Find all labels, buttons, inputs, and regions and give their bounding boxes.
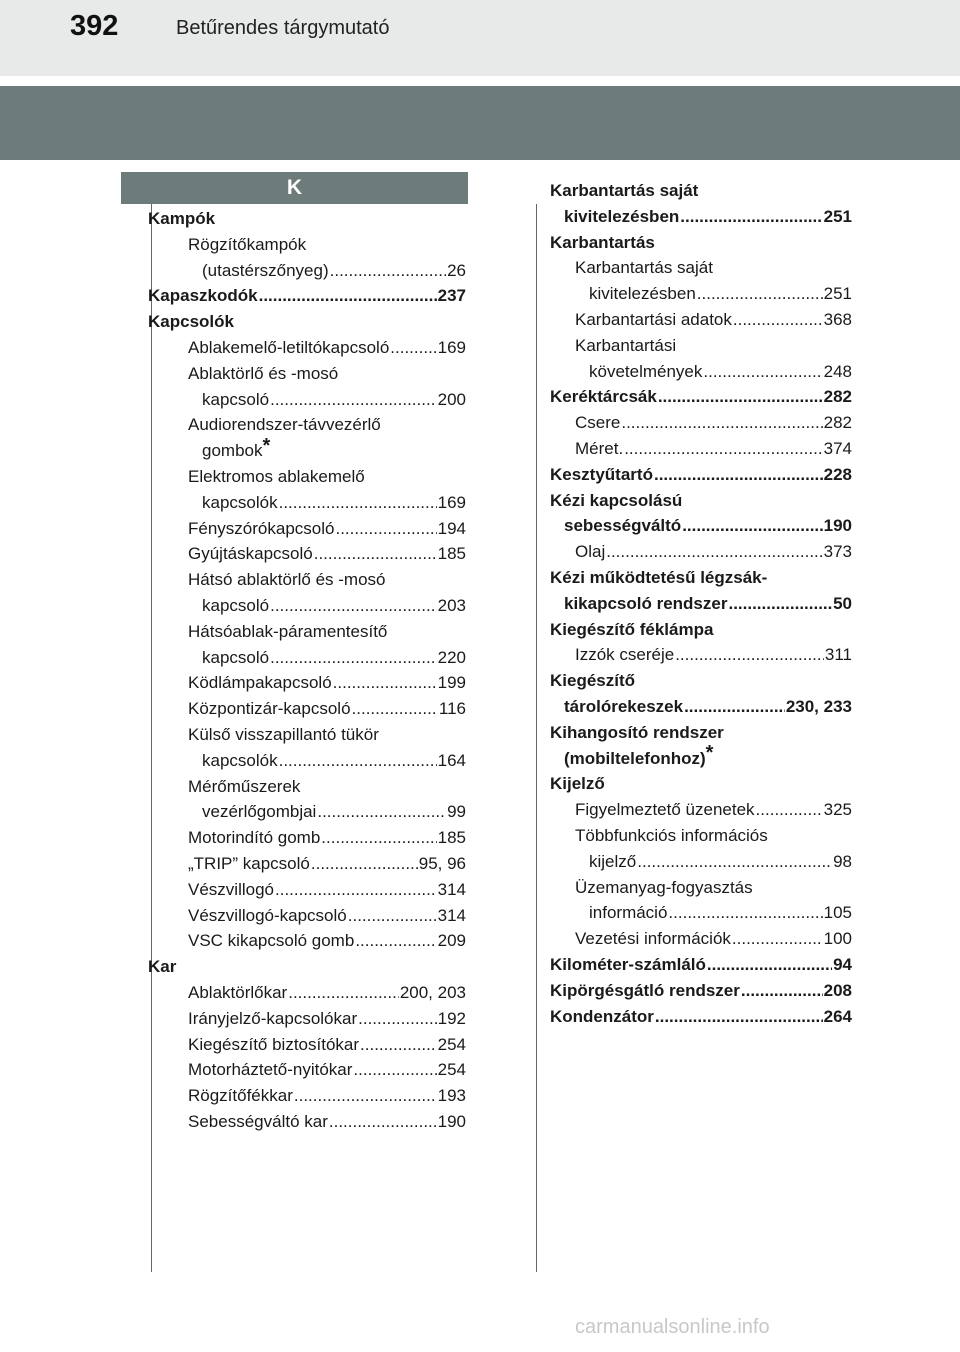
- index-entry: Mérőműszerek: [188, 776, 301, 796]
- index-entry: Külső visszapillantó tükör: [188, 724, 379, 744]
- index-column-left: [148, 206, 466, 1135]
- index-entry: Kapcsolók: [148, 312, 234, 332]
- index-entry: kapcsoló ..... 220: [148, 645, 466, 671]
- page-ref: 314: [437, 905, 466, 925]
- page-ref: 98: [833, 851, 852, 871]
- page-ref: 251: [823, 206, 852, 226]
- index-entry: Figyelmeztető üzenetek ..... 325: [550, 797, 852, 823]
- page-ref: 164: [437, 750, 466, 770]
- index-entry: Rögzítőkampók: [188, 234, 307, 254]
- page-ref: 209: [437, 931, 466, 951]
- index-entry: Kihangosító rendszer: [550, 722, 724, 742]
- page-ref: 169: [437, 492, 466, 512]
- index-entry: Méret. ..... 374: [550, 436, 852, 462]
- page-ref: 194: [437, 518, 466, 538]
- index-entry: Izzók cseréje ..... 311: [550, 642, 852, 668]
- page-ref: 237: [437, 286, 466, 306]
- page-ref: 282: [823, 413, 852, 433]
- page-ref: 190: [823, 516, 852, 536]
- page-ref: 199: [437, 673, 466, 693]
- index-entry: Ablaktörlő és -mosó: [188, 363, 339, 383]
- index-entry: Karbantartás saját: [550, 181, 699, 200]
- index-entry: Csere ..... 282: [550, 410, 852, 436]
- index-entry: Ködlámpakapcsoló ..... 199: [148, 670, 466, 696]
- index-entry: Elektromos ablakemelő: [188, 466, 365, 486]
- page-ref: 311: [824, 645, 852, 665]
- index-column-right: [550, 178, 852, 1029]
- page-number: 392: [70, 10, 119, 42]
- index-entry: Audiorendszer-távvezérlő: [188, 415, 381, 435]
- index-entry: Motorháztető-nyitókar ..... 254: [148, 1057, 466, 1083]
- index-entry: Központizár-kapcsoló ..... 116: [148, 696, 466, 722]
- asterisk-mark: *: [705, 741, 714, 764]
- index-entry: Kiegészítő biztosítókar ..... 254: [148, 1032, 466, 1058]
- index-entry: Irányjelző-kapcsolókar ..... 192: [148, 1006, 466, 1032]
- page-ref: 374: [823, 438, 852, 458]
- index-entry: Kiegészítő féklámpa: [550, 619, 714, 639]
- index-entry: Karbantartás saját: [575, 258, 713, 278]
- index-entry: Vészvillogó-kapcsoló ..... 314: [148, 903, 466, 929]
- page-ref: 190: [437, 1111, 466, 1131]
- page-ref: 264: [823, 1006, 852, 1026]
- page-ref: 254: [437, 1034, 466, 1054]
- index-entry: „TRIP” kapcsoló ..... 95, 96: [148, 851, 466, 877]
- page-ref: 368: [823, 309, 852, 329]
- index-entry: Karbantartás: [550, 232, 655, 252]
- index-entry: Gyújtáskapcsoló ..... 185: [148, 541, 466, 567]
- page-ref: 228: [823, 464, 852, 484]
- page-ref: 373: [823, 542, 852, 562]
- index-entry: Kar: [148, 957, 177, 977]
- index-entry: (mobiltelefonhoz)*: [564, 741, 714, 768]
- index-entry: kivitelezésben ..... 251: [550, 204, 852, 230]
- index-entry: Rögzítőfékkar ..... 193: [148, 1083, 466, 1109]
- page-ref: 203: [437, 595, 466, 615]
- page-ref: 200, 203: [399, 982, 466, 1002]
- watermark: carmanualsonline.info: [575, 1316, 770, 1338]
- index-entry: kijelző ..... 98: [550, 849, 852, 875]
- index-entry: Kampók: [148, 209, 216, 228]
- page-ref: 248: [823, 361, 852, 381]
- page-ref: 50: [833, 593, 852, 613]
- index-entry: Többfunkciós információs: [575, 825, 768, 845]
- index-entry: kapcsolók ..... 164: [148, 748, 466, 774]
- page-ref: 254: [437, 1060, 466, 1080]
- page-ref: 192: [437, 1008, 466, 1028]
- page-ref: 314: [437, 879, 466, 899]
- index-entry: Kilométer-számláló ..... 94: [550, 952, 852, 978]
- page-ref: 116: [438, 699, 466, 719]
- header-banner: [0, 86, 960, 160]
- index-entry: Olaj ..... 373: [550, 539, 852, 565]
- index-entry: Ablakemelő-letiltókapcsoló ..... 169: [148, 335, 466, 361]
- page-ref: 95, 96: [418, 853, 466, 873]
- header-bar: [0, 0, 960, 76]
- asterisk-mark: *: [262, 434, 271, 457]
- index-entry: vezérlőgombjai ..... 99: [148, 799, 466, 825]
- index-entry: tárolórekeszek ..... 230, 233: [550, 694, 852, 720]
- index-entry: Vészvillogó ..... 314: [148, 877, 466, 903]
- index-entry: Kijelző: [550, 774, 605, 794]
- section-letter-bar: K: [121, 172, 468, 204]
- page-ref: 282: [823, 387, 852, 407]
- index-entry: Hátsóablak-páramentesítő: [188, 621, 388, 641]
- index-entry: gombok*: [202, 434, 271, 461]
- index-entry: Hátsó ablaktörlő és -mosó: [188, 570, 386, 590]
- index-entry: Karbantartási: [575, 335, 677, 355]
- index-entry: Üzemanyag-fogyasztás: [575, 877, 753, 897]
- page-ref: 325: [823, 800, 852, 820]
- page-ref: 208: [823, 980, 852, 1000]
- index-entry: Kondenzátor ..... 264: [550, 1004, 852, 1030]
- index-entry: Motorindító gomb ..... 185: [148, 825, 466, 851]
- index-entry: Vezetési információk ..... 100: [550, 926, 852, 952]
- index-entry: kivitelezésben ..... 251: [550, 281, 852, 307]
- index-entry: Kézi működtetésű légzsák-: [550, 567, 768, 587]
- center-column-divider: [536, 204, 537, 1272]
- index-entry: Sebességváltó kar ..... 190: [148, 1109, 466, 1135]
- index-entry: sebességváltó ..... 190: [550, 513, 852, 539]
- index-entry: Fényszórókapcsoló ..... 194: [148, 516, 466, 542]
- page-ref: 99: [447, 802, 466, 822]
- index-entry: Kapaszkodók ..... 237: [148, 283, 466, 309]
- index-entry: információ ..... 105: [550, 900, 852, 926]
- index-entry: Kesztyűtartó ..... 228: [550, 462, 852, 488]
- page-ref: 185: [437, 544, 466, 564]
- page-ref: 26: [447, 260, 466, 280]
- index-entry: Ablaktörlőkar ..... 200, 203: [148, 980, 466, 1006]
- page-ref: 220: [437, 647, 466, 667]
- page-ref: 169: [437, 337, 466, 357]
- index-entry: Kézi kapcsolású: [550, 490, 683, 510]
- index-entry: VSC kikapcsoló gomb ..... 209: [148, 928, 466, 954]
- page-ref: 185: [437, 828, 466, 848]
- index-entry: kikapcsoló rendszer ..... 50: [550, 591, 852, 617]
- page-ref: 193: [437, 1086, 466, 1106]
- index-entry: kapcsoló ..... 203: [148, 593, 466, 619]
- index-entry: (utastérszőnyeg) ..... 26: [148, 258, 466, 284]
- page-ref: 105: [823, 903, 852, 923]
- page-ref: 94: [833, 954, 852, 974]
- index-entry: kapcsolók ..... 169: [148, 490, 466, 516]
- index-entry: Keréktárcsák ..... 282: [550, 384, 852, 410]
- page-ref: 100: [823, 929, 852, 949]
- index-entry: Karbantartási adatok ..... 368: [550, 307, 852, 333]
- page-title: Betűrendes tárgymutató: [176, 17, 390, 39]
- index-entry: Kipörgésgátló rendszer ..... 208: [550, 978, 852, 1004]
- page-ref: 230, 233: [785, 696, 852, 716]
- page-ref: 200: [437, 389, 466, 409]
- page-ref: 251: [823, 284, 852, 304]
- index-entry: Kiegészítő: [550, 671, 636, 691]
- index-entry: követelmények ..... 248: [550, 359, 852, 385]
- index-entry: kapcsoló ..... 200: [148, 387, 466, 413]
